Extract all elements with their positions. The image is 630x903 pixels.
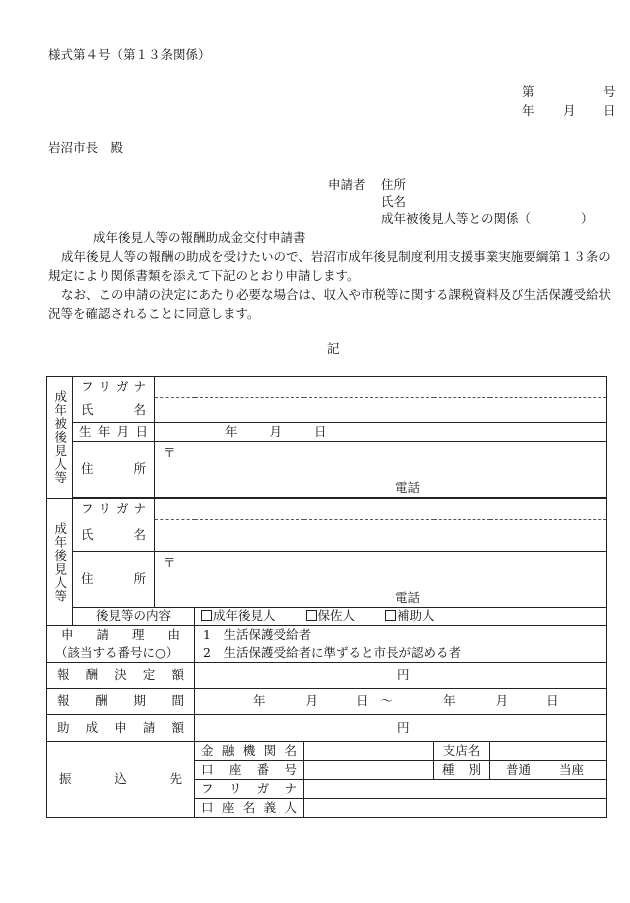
date-year: 年: [522, 103, 535, 118]
reason-2[interactable]: 2 生活保護受給者に準ずると市長が認める者: [203, 645, 461, 660]
ki-heading: 記: [327, 341, 340, 356]
ward-furigana-label: フ リ ガ ナ: [73, 377, 155, 398]
branch-label: 支店名: [434, 742, 490, 761]
body-paragraph-1: 成年後見人等の報酬の助成を受けたいので、岩沼市成年後見制度利用支援事業実施要綱第１３条の規定により関係書類を添えて下記のとおり申請します。: [48, 249, 611, 283]
reason-label: 申 請 理 由 （該当する番号に○）: [47, 626, 195, 663]
checkbox-icon[interactable]: [201, 610, 212, 621]
type-assistant[interactable]: 補助人: [385, 608, 435, 623]
guardian-name-label: 氏 名: [73, 520, 155, 552]
account-type-toza[interactable]: 当座: [559, 761, 585, 777]
decided-amount-label: 報 酬 決 定 額: [47, 663, 195, 689]
addressee: 岩沼市長 殿: [48, 140, 124, 155]
applicant-label: 申請者: [328, 177, 366, 192]
account-number-label: 口 座 番 号: [195, 761, 304, 780]
guardian-address-field[interactable]: [155, 552, 607, 608]
guardian-type-label: 後見等の内容: [73, 608, 195, 626]
guardian-section-label: 成年後見人等: [47, 499, 73, 626]
branch-field[interactable]: [490, 742, 607, 761]
applicant-address-label: 住所: [381, 177, 407, 192]
decided-amount-field[interactable]: 円: [195, 663, 607, 689]
account-furigana-label: フ リ ガ ナ: [195, 780, 304, 799]
ward-name-label: 氏 名: [73, 398, 155, 423]
requested-amount-field[interactable]: 円: [195, 715, 607, 742]
bank-name-label: 金 融 機 関 名: [195, 742, 304, 761]
period-label: 報 酬 期 間: [47, 689, 195, 715]
guardian-phone-label: 電話: [395, 590, 421, 605]
account-type-options[interactable]: [490, 761, 607, 780]
guardian-address-label: 住 所: [73, 552, 155, 608]
reason-1[interactable]: 1 生活保護受給者: [203, 626, 311, 642]
type-adult-guardian[interactable]: 成年後見人: [201, 608, 276, 623]
requested-amount-label: 助 成 申 請 額: [47, 715, 195, 742]
checkbox-icon[interactable]: [306, 610, 317, 621]
date-day: 日: [603, 103, 616, 118]
applicant-relation-label: 成年被後見人等との関係（ ）: [381, 211, 594, 226]
form-number: 様式第４号（第１３条関係）: [48, 47, 211, 62]
account-type-futsu[interactable]: 普通: [506, 761, 532, 777]
doc-number-go: 号: [603, 84, 616, 99]
ward-birthdate-field[interactable]: 年 月 日: [155, 423, 607, 442]
doc-number-dai: 第: [522, 84, 535, 99]
reason-options[interactable]: [195, 626, 607, 663]
ward-birthdate-label: 生 年 月 日: [73, 423, 155, 442]
application-form-table: [46, 376, 607, 818]
ward-postal-mark: 〒: [163, 445, 176, 460]
ward-name-field[interactable]: [155, 398, 607, 423]
account-type-label: 種 別: [434, 761, 490, 780]
date-month: 月: [563, 103, 576, 118]
checkbox-icon[interactable]: [385, 610, 396, 621]
ward-section-label: 成年被後見人等: [47, 377, 73, 499]
type-curator[interactable]: 保佐人: [306, 608, 356, 623]
applicant-name-label: 氏名: [381, 194, 407, 209]
guardian-name-field[interactable]: [155, 520, 607, 552]
page-title: 成年後見人等の報酬助成金交付申請書: [93, 230, 306, 245]
guardian-furigana-label: フ リ ガ ナ: [73, 499, 155, 520]
ward-address-label: 住 所: [73, 442, 155, 498]
bank-name-field[interactable]: [304, 742, 434, 761]
ward-phone-label: 電話: [395, 480, 421, 495]
guardian-type-options: [195, 608, 607, 626]
account-number-field[interactable]: [304, 761, 434, 780]
account-furigana-field[interactable]: [304, 780, 607, 799]
account-holder-label: 口 座 名 義 人: [195, 799, 304, 818]
transfer-label: 振 込 先: [47, 742, 195, 818]
ward-furigana-field[interactable]: [155, 377, 607, 398]
account-holder-field[interactable]: [304, 799, 607, 818]
body-paragraph-2: なお、この申請の決定にあたり必要な場合は、収入や市税等に関する課税資料及び生活保護受給状況等を確認されることに同意します。: [48, 287, 612, 321]
guardian-postal-mark: 〒: [163, 555, 176, 570]
guardian-furigana-field[interactable]: [155, 499, 607, 520]
ward-address-field[interactable]: [155, 442, 607, 498]
period-field[interactable]: 年 月 日 ～ 年 月 日: [195, 689, 607, 715]
